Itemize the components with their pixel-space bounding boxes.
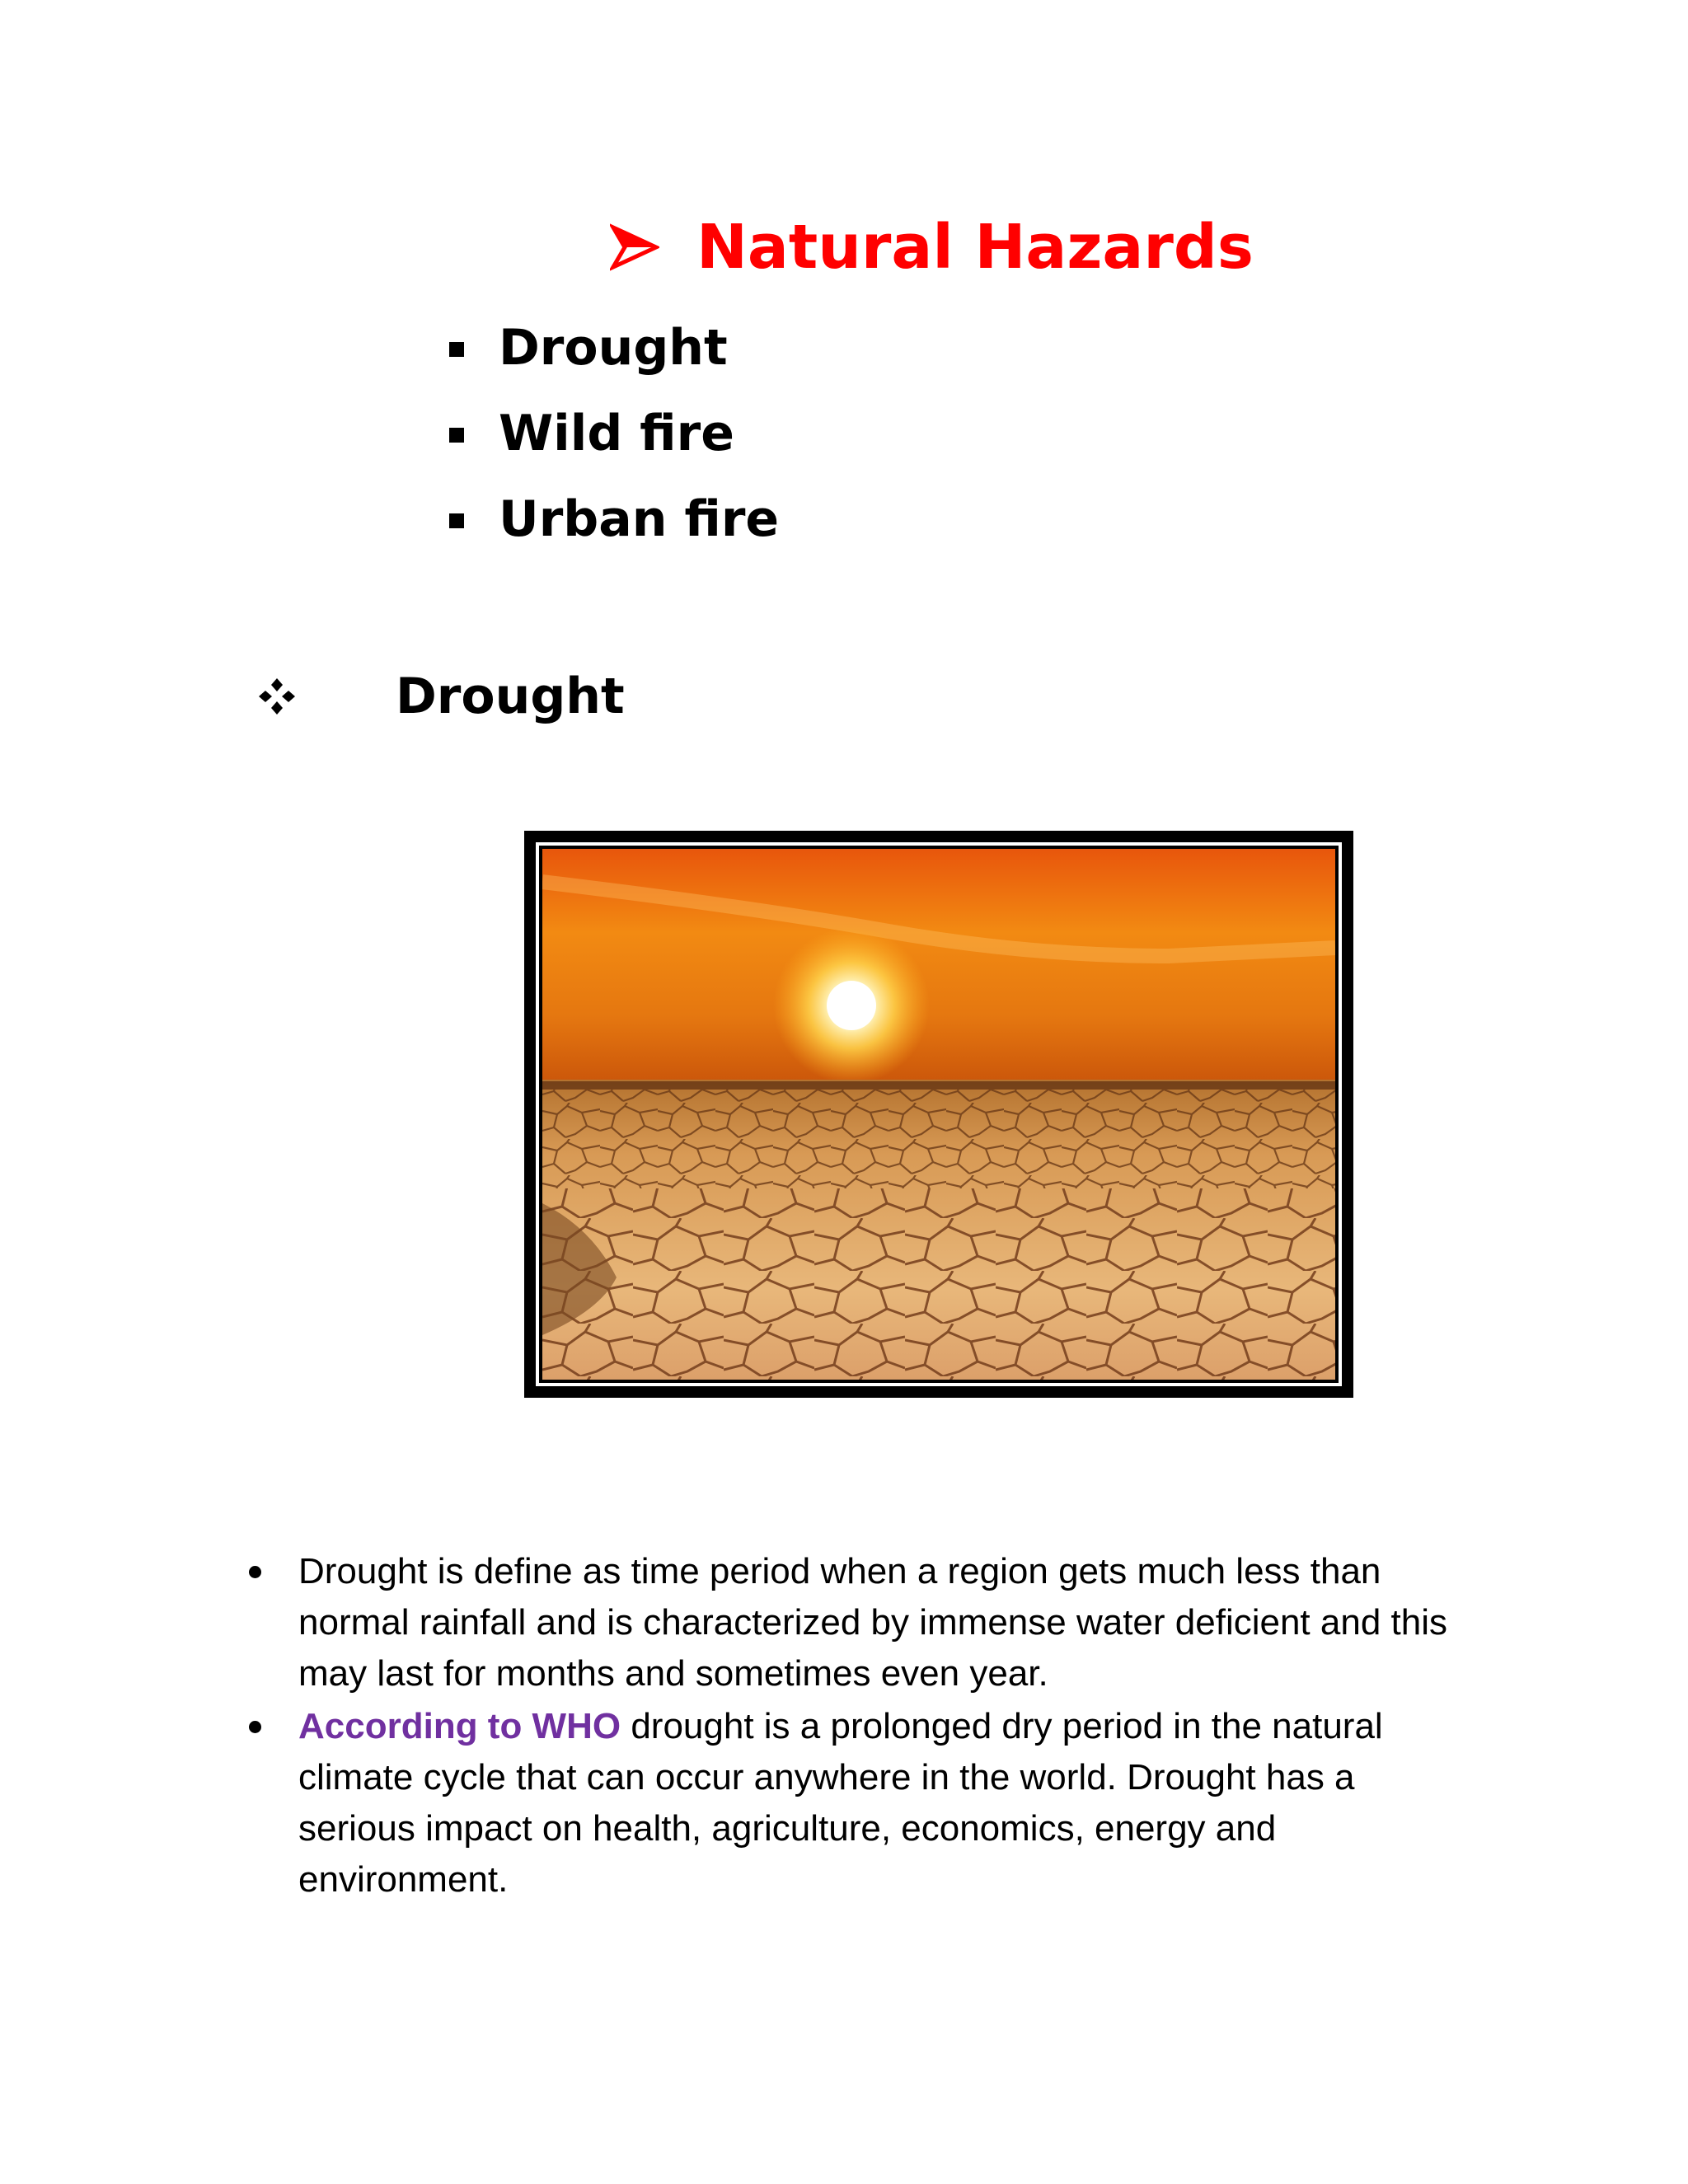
bullet-icon — [249, 1721, 261, 1733]
hazard-list — [449, 305, 779, 562]
square-bullet-icon — [449, 342, 464, 357]
four-diamond-bullet-icon — [257, 677, 297, 716]
page-title — [610, 206, 1254, 288]
list-item — [449, 305, 779, 391]
list-item — [244, 1701, 1464, 1905]
hazard-label: Wild fire — [499, 405, 734, 462]
page-title-text: Natural Hazards — [696, 212, 1254, 283]
drought-photo — [542, 849, 1335, 1380]
arrow-bullet-icon — [610, 223, 659, 272]
list-item — [449, 476, 779, 562]
bullet-icon — [249, 1566, 261, 1578]
hazard-label: Urban fire — [499, 490, 780, 548]
image-frame — [524, 831, 1353, 1398]
section-heading-text: Drought — [396, 668, 625, 725]
square-bullet-icon — [449, 428, 464, 443]
list-item — [244, 1546, 1464, 1699]
description-list — [244, 1546, 1464, 1907]
paragraph-text: drought is a prolonged dry period in the natural climate cycle that can occur anywhere in the world. Drought has a serious impact on health, agriculture, economics, energy and environment. — [298, 1706, 1383, 1900]
list-item — [449, 391, 779, 476]
who-highlight: According to WHO — [298, 1706, 621, 1746]
hazard-label: Drought — [499, 319, 728, 377]
square-bullet-icon — [449, 513, 464, 528]
drought-landscape-image — [542, 849, 1335, 1380]
section-heading — [257, 655, 625, 738]
paragraph-text: Drought is define as time period when a region gets much less than normal rainfall and is characterized by immense water deficient and this may last for months and sometimes even year. — [298, 1551, 1447, 1694]
